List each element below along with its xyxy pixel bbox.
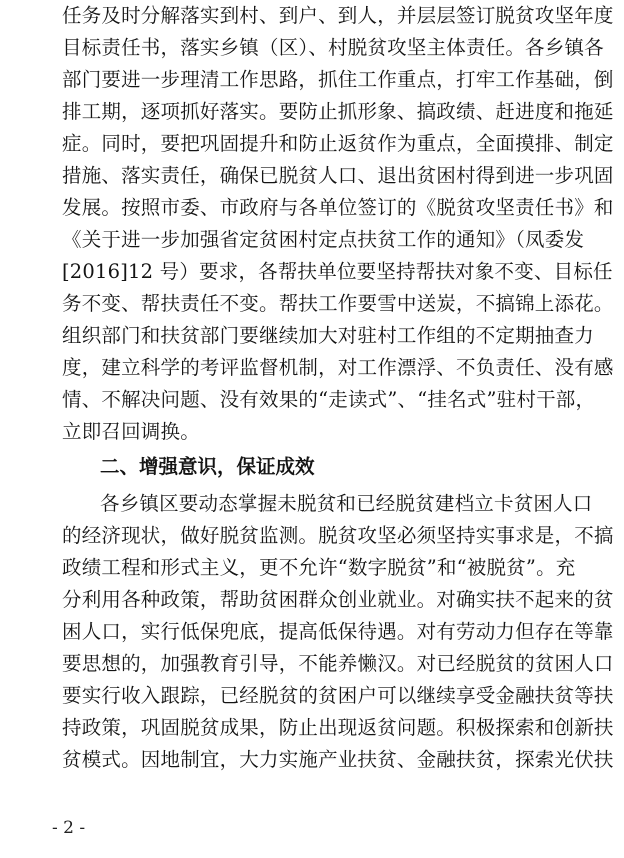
paragraph-line: 症。同时，要把巩固提升和防止返贫作为重点，全面摸排、制定 — [62, 132, 614, 155]
paragraph-line: 要思想的，加强教育引导，不能养懒汉。对已经脱贫的贫困人口 — [62, 652, 614, 675]
section-heading: 二、增强意识，保证成效 — [100, 455, 315, 478]
page-number: - 2 - — [52, 818, 86, 838]
paragraph-line: 度，建立科学的考评监督机制，对工作漂浮、不负责任、没有感 — [62, 356, 614, 379]
paragraph-line: 部门要进一步理清工作思路，抓住工作重点，打牢工作基础，倒 — [62, 68, 614, 91]
paragraph-line: 立即召回调换。 — [62, 420, 200, 443]
paragraph-line: 分利用各种政策，帮助贫困群众创业就业。对确实扶不起来的贫 — [62, 588, 614, 611]
paragraph-line: 贫模式。因地制宜，大力实施产业扶贫、金融扶贫，探索光伏扶 — [62, 748, 614, 771]
paragraph-line: 情、不解决问题、没有效果的“走读式”、“挂名式”驻村干部， — [62, 388, 596, 411]
paragraph-line: 各乡镇区要动态掌握未脱贫和已经脱贫建档立卡贫困人口 — [100, 492, 593, 515]
paragraph-line: 目标责任书，落实乡镇（区）、村脱贫攻坚主体责任。各乡镇各 — [62, 36, 604, 59]
paragraph-line: 《关于进一步加强省定贫困村定点扶贫工作的通知》（凤委发 — [62, 228, 585, 251]
paragraph-line: 要实行收入跟踪，已经脱贫的贫困户可以继续享受金融扶贫等扶 — [62, 684, 614, 707]
paragraph-line: 务不变、帮扶责任不变。帮扶工作要雪中送炭，不搞锦上添花。 — [62, 292, 614, 315]
paragraph-line: 困人口，实行低保兜底，提高低保待遇。对有劳动力但存在等靠 — [62, 620, 614, 643]
paragraph-line: 发展。按照市委、市政府与各单位签订的《脱贫攻坚责任书》和 — [62, 196, 614, 219]
paragraph-line: 持政策，巩固脱贫成果，防止出现返贫问题。积极探索和创新扶 — [62, 716, 614, 739]
paragraph-line: 的经济现状，做好脱贫监测。脱贫攻坚必须坚持实事求是，不搞 — [62, 524, 614, 547]
paragraph-line: 排工期，逐项抓好落实。要防止抓形象、搞政绩、赶进度和拖延 — [62, 100, 614, 123]
paragraph-line: 政绩工程和形式主义，更不允许“数字脱贫”和“被脱贫”。充 — [62, 556, 576, 579]
paragraph-line: [2016]12 号）要求，各帮扶单位要坚持帮扶对象不变、目标任 — [62, 260, 613, 283]
paragraph-line: 任务及时分解落实到村、到户、到人，并层层签订脱贫攻坚年度 — [62, 4, 614, 27]
paragraph-line: 措施、落实责任，确保已脱贫人口、退出贫困村得到进一步巩固 — [62, 164, 614, 187]
paragraph-line: 组织部门和扶贫部门要继续加大对驻村工作组的不定期抽查力 — [62, 324, 594, 347]
